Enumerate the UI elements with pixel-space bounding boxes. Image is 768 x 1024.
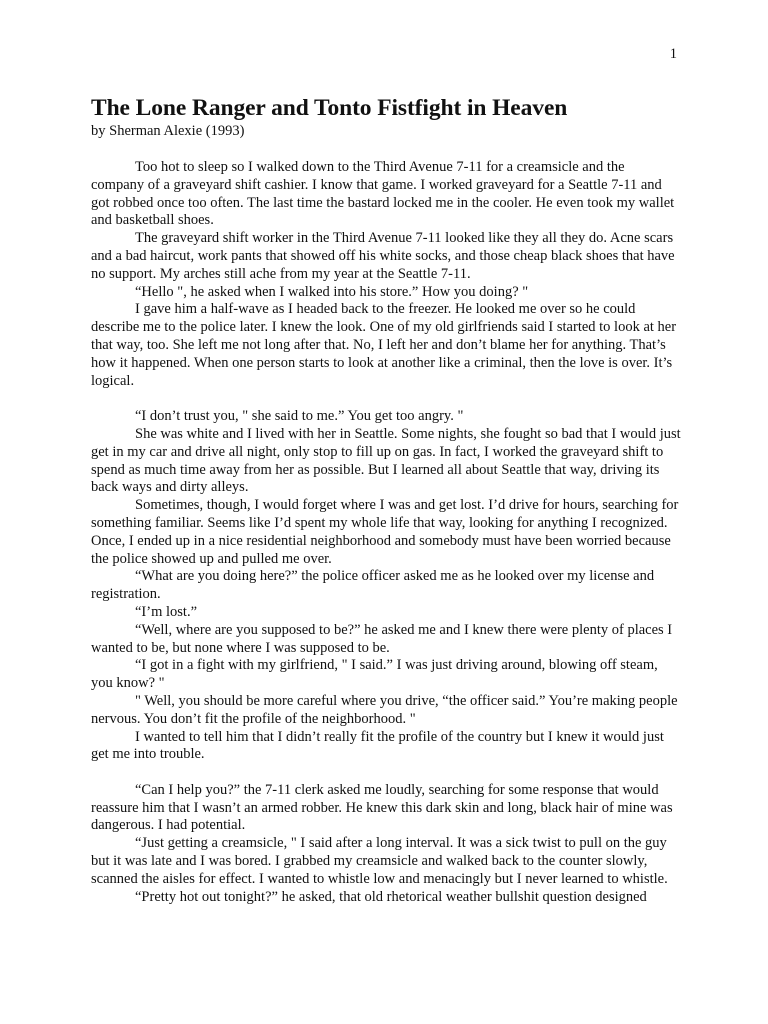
byline: by Sherman Alexie (1993) (91, 123, 245, 139)
paragraph-4: I gave him a half-wave as I headed back to the freezer. He looked me over so he could describe me to the police later. I knew the look. One of my old girlfriends said I started to look at her that way, too. She left me not long after that. No, I left her and don’t blame her for anything. That’s how it happened. When one person starts to look at another like a criminal, then the love is over. It’s logical. (91, 301, 677, 389)
paragraph-6: She was white and I lived with her in Seattle. Some nights, she fought so bad that I would just get in my car and drive all night, only stop to fill up on gas. In fact, I worked the graveyard shift to spend as much time away from her as possible. But I learned all about Seattle that way, driving its back ways and dirty alleys. (91, 425, 681, 496)
paragraph-12: " Well, you should be more careful where you drive, “the officer said.” You’re making people nervous. You don’t fit the profile of the neighborhood. " (91, 692, 678, 727)
paragraph-15: “Just getting a creamsicle, " I said after a long interval. It was a sick twist to pull on the guy but it was late and I was bored. I grabbed my creamsicle and walked back to the counter slowly, scanned the aisles for effect. I wanted to whistle low and menacingly but I never learned to whistle. (91, 835, 668, 887)
paragraph-11: “I got in a fight with my girlfriend, " I said.” I was just driving around, blowing off steam, you know? " (91, 657, 658, 692)
paragraph-1: Too hot to sleep so I walked down to the Third Avenue 7-11 for a creamsicle and the company of a graveyard shift cashier. I know that game. I worked graveyard for a Seattle 7-11 and got robbed once too often. The last time the bastard locked me in the cooler. He even took my wallet and basketball shoes. (91, 159, 675, 229)
paragraph-16: “Pretty hot out tonight?” he asked, that old rhetorical weather bullshit question designed (135, 888, 647, 905)
paragraph-2: The graveyard shift worker in the Third Avenue 7-11 looked like they all they do. Acne scars and a bad haircut, work pants that showed off his white socks, and those cheap black shoes that have no support. My arches still ache from my year at the Seattle 7-11. (91, 230, 675, 282)
paragraph-5: “I don’t trust you, " she said to me.” You get too angry. " (135, 408, 464, 425)
paragraph-14: “Can I help you?” the 7-11 clerk asked me loudly, searching for some response that would reassure him that I wasn’t an armed robber. He knew this dark skin and long, black hair of mine was dangerous. I had potential. (91, 781, 673, 834)
story-title: The Lone Ranger and Tonto Fistfight in Heaven (91, 95, 568, 121)
paragraph-9: “I’m lost.” (135, 603, 198, 620)
story-body (91, 159, 681, 906)
paragraph-7: Sometimes, though, I would forget where I was and get lost. I’d drive for hours, searching for something familiar. Seems like I’d spent my whole life that way, looking for anything I recognized. Once, I ended up in a nice residential neighborhood and somebody must have been worried because the police showed up and pulled me over. (91, 497, 679, 567)
paragraph-8: “What are you doing here?” the police officer asked me as he looked over my license and registration. (91, 568, 655, 603)
page-number: 1 (669, 46, 677, 62)
paragraph-3: “Hello ", he asked when I walked into his store.” How you doing? " (135, 283, 529, 300)
paragraph-13: I wanted to tell him that I didn’t really fit the profile of the country but I knew it would just get me into trouble. (91, 728, 664, 763)
paragraph-10: “Well, where are you supposed to be?” he asked me and I knew there were plenty of places I wanted to be, but none where I was supposed to be. (91, 621, 673, 656)
